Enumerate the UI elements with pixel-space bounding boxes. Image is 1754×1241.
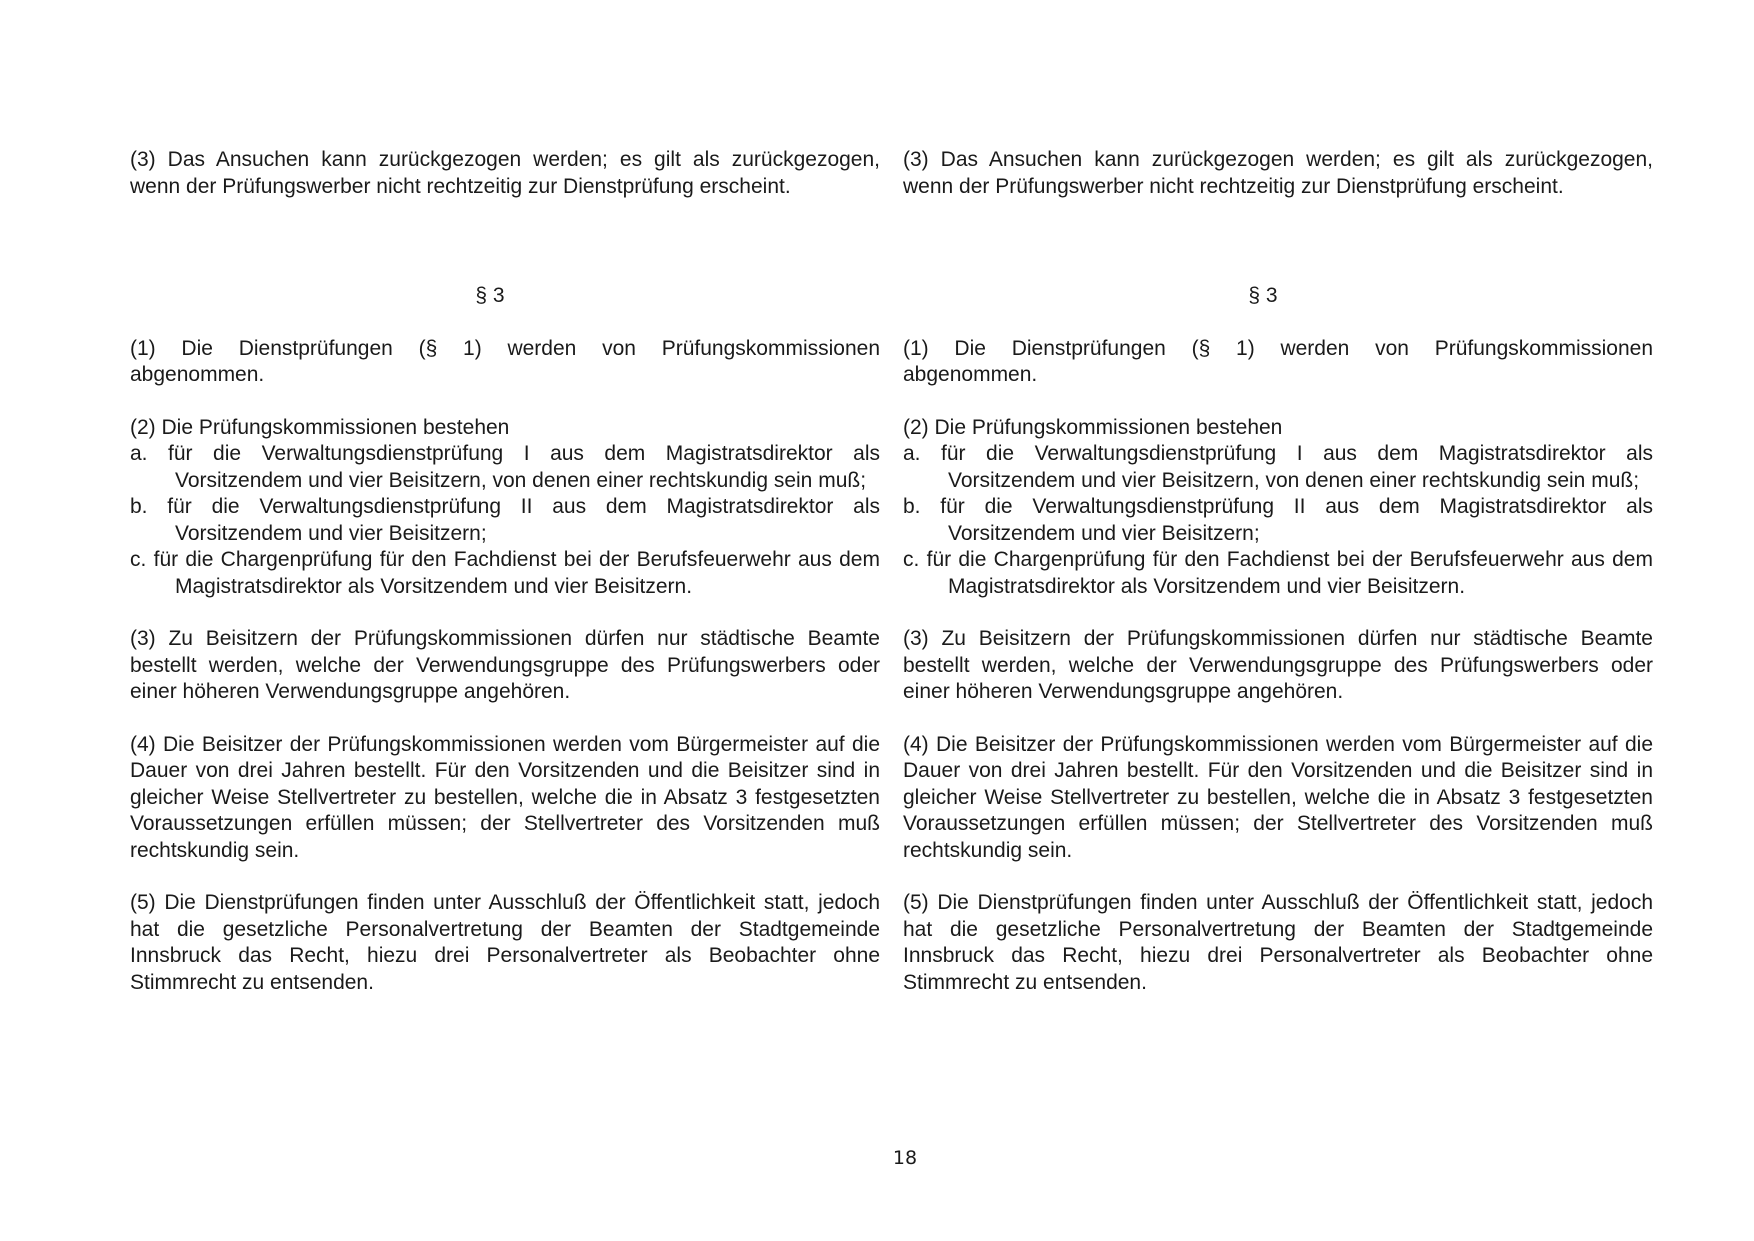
list-marker: c. (903, 548, 920, 571)
list-marker: a. (130, 442, 148, 465)
list-item-b (903, 494, 1653, 547)
list-item-text: für die Verwaltungsdienstprüfung I aus dem Magistratsdirektor als Vorsitzendem und vier Beisitzern, von denen einer rechtskundig sein muß; (941, 442, 1654, 492)
list-marker: b. (130, 495, 148, 518)
list-item-text: für die Chargenprüfung für den Fachdienst bei der Berufsfeuerwehr aus dem Magistratsdirektor als Vorsitzendem und vier Beisitzern. (926, 548, 1653, 598)
list-marker: a. (903, 442, 921, 465)
list-item-a (130, 441, 880, 494)
right-column (903, 147, 1653, 996)
list-item-a (903, 441, 1653, 494)
paragraph-3-previous: (3) Das Ansuchen kann zurückgezogen werden; es gilt als zurückgezogen, wenn der Prüfungswerber nicht rechtzeitig zur Dienstprüfung erscheint. (130, 148, 880, 198)
section-heading: § 3 (475, 284, 505, 307)
paragraph-3: (3) Zu Beisitzern der Prüfungskommissionen dürfen nur städtische Beamte bestellt werden, welche der Verwendungsgruppe des Prüfungswerbers oder einer höheren Verwendungsgruppe angehören. (130, 627, 880, 703)
paragraph-5: (5) Die Dienstprüfungen finden unter Ausschluß der Öffentlichkeit statt, jedoch hat die gesetzliche Personalvertretung der Beamten der Stadtgemeinde Innsbruck das Recht, hiezu drei Personalvertreter als Beobachter ohne Stimmrecht zu entsenden. (903, 891, 1653, 994)
paragraph-5: (5) Die Dienstprüfungen finden unter Ausschluß der Öffentlichkeit statt, jedoch hat die gesetzliche Personalvertretung der Beamten der Stadtgemeinde Innsbruck das Recht, hiezu drei Personalvertreter als Beobachter ohne Stimmrecht zu entsenden. (130, 891, 880, 994)
page-number: 18 (892, 1147, 918, 1169)
paragraph-3: (3) Zu Beisitzern der Prüfungskommissionen dürfen nur städtische Beamte bestellt werden, welche der Verwendungsgruppe des Prüfungswerbers oder einer höheren Verwendungsgruppe angehören. (903, 627, 1653, 703)
paragraph-3-previous: (3) Das Ansuchen kann zurückgezogen werden; es gilt als zurückgezogen, wenn der Prüfungswerber nicht rechtzeitig zur Dienstprüfung erscheint. (903, 148, 1653, 198)
paragraph-4: (4) Die Beisitzer der Prüfungskommissionen werden vom Bürgermeister auf die Dauer von drei Jahren bestellt. Für den Vorsitzenden und die Beisitzer sind in gleicher Weise Stellvertreter zu bestellen, welche die in Absatz 3 festgesetzten Voraussetzungen erfüllen müssen; der Stellvertreter des Vorsitzenden muß rechtskundig sein. (130, 732, 880, 862)
paragraph-2-list (130, 441, 880, 600)
paragraph-2-intro: (2) Die Prüfungskommissionen bestehen (903, 415, 1283, 439)
list-item-text: für die Verwaltungsdienstprüfung II aus dem Magistratsdirektor als Vorsitzendem und vier Beisitzern; (167, 495, 880, 545)
list-marker: c. (130, 548, 147, 571)
list-item-b (130, 494, 880, 547)
left-column (130, 147, 880, 996)
list-marker: b. (903, 495, 921, 518)
paragraph-2-list (903, 441, 1653, 600)
list-item-c (903, 547, 1653, 600)
list-item-text: für die Verwaltungsdienstprüfung I aus dem Magistratsdirektor als Vorsitzendem und vier Beisitzern, von denen einer rechtskundig sein muß; (168, 442, 881, 492)
list-item-c (130, 547, 880, 600)
paragraph-1: (1) Die Dienstprüfungen (§ 1) werden von Prüfungskommissionen abgenommen. (903, 336, 1653, 386)
paragraph-4: (4) Die Beisitzer der Prüfungskommissionen werden vom Bürgermeister auf die Dauer von drei Jahren bestellt. Für den Vorsitzenden und die Beisitzer sind in gleicher Weise Stellvertreter zu bestellen, welche die in Absatz 3 festgesetzten Voraussetzungen erfüllen müssen; der Stellvertreter des Vorsitzenden muß rechtskundig sein. (903, 732, 1653, 862)
paragraph-2-intro: (2) Die Prüfungskommissionen bestehen (130, 415, 510, 439)
list-item-text: für die Chargenprüfung für den Fachdienst bei der Berufsfeuerwehr aus dem Magistratsdirektor als Vorsitzendem und vier Beisitzern. (153, 548, 880, 598)
paragraph-1: (1) Die Dienstprüfungen (§ 1) werden von Prüfungskommissionen abgenommen. (130, 336, 880, 386)
list-item-text: für die Verwaltungsdienstprüfung II aus dem Magistratsdirektor als Vorsitzendem und vier Beisitzern; (940, 495, 1653, 545)
section-heading: § 3 (1248, 284, 1278, 307)
